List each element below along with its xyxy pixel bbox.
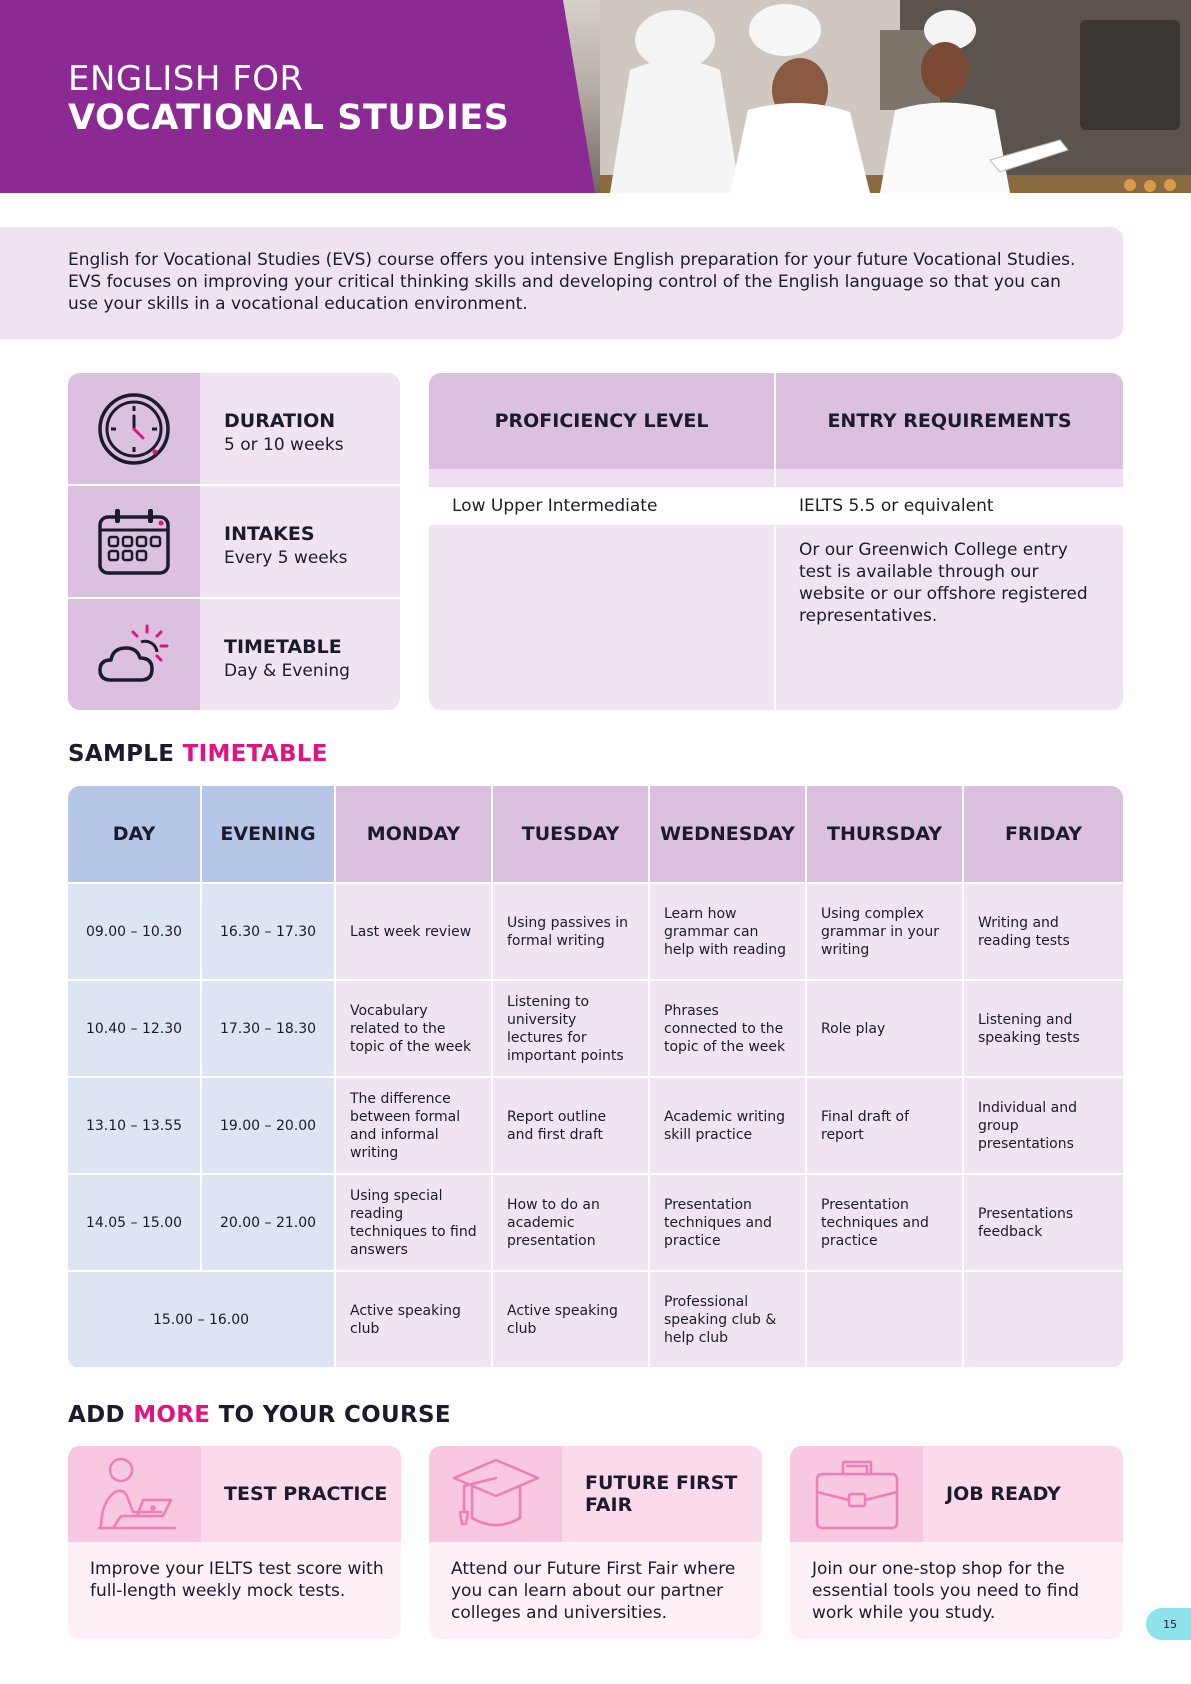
course-info-panel [68, 373, 400, 710]
cell-monday-row5: Active speaking club [336, 1272, 491, 1367]
intro-box [0, 227, 1123, 339]
card-test-practice [68, 1446, 401, 1639]
intro-text: English for Vocational Studies (EVS) course offers you intensive English preparation for your future Vocational Studies. EVS focuses on improving your critical thinking skills and developing control of the English language so that you can use your skills in a vocational education environment. [68, 250, 1076, 314]
entry-header: ENTRY REQUIREMENTS [776, 373, 1123, 469]
page-number: 15 [1146, 1608, 1191, 1640]
header-friday: FRIDAY [964, 786, 1123, 882]
cell-tuesday-row5: Active speaking club [493, 1272, 648, 1367]
header-tuesday: TUESDAY [493, 786, 648, 882]
timetable-title-highlight: TIMETABLE [182, 741, 328, 767]
cell-thursday-row2: Role play [807, 981, 962, 1076]
cell-wednesday-row2: Phrases connected to the topic of the week [650, 981, 805, 1076]
proficiency-header: PROFICIENCY LEVEL [429, 373, 774, 469]
cell-monday-row4: Using special reading techniques to find answers [336, 1175, 491, 1270]
cell-friday-row2: Listening and speaking tests [964, 981, 1123, 1076]
info-duration [68, 373, 400, 484]
cell-evening-row3: 19.00 – 20.00 [202, 1078, 334, 1173]
header-thursday: THURSDAY [807, 786, 962, 882]
hero-banner [0, 0, 1191, 193]
test-practice-title: TEST PRACTICE [224, 1483, 388, 1505]
requirements-table [429, 373, 1123, 710]
briefcase-icon [813, 1456, 901, 1532]
future-first-fair-title: FUTURE FIRST FAIR [585, 1472, 738, 1516]
cell-wednesday-row1: Learn how grammar can help with reading [650, 884, 805, 979]
cell-day-row3: 13.10 – 13.55 [68, 1078, 200, 1173]
timetable-title-prefix: SAMPLE [68, 741, 183, 767]
card-job-ready [790, 1446, 1123, 1639]
entry-note: Or our Greenwich College entry test is available through our website or our offshore registered representatives. [799, 540, 1088, 626]
header-day: DAY [68, 786, 200, 882]
cell-friday-row3: Individual and group presentations [964, 1078, 1123, 1173]
page-title-line1: ENGLISH FOR [68, 59, 304, 99]
cell-day-row2: 10.40 – 12.30 [68, 981, 200, 1076]
cell-time-row5: 15.00 – 16.00 [68, 1272, 334, 1367]
cell-tuesday-row2: Listening to university lectures for important points [493, 981, 648, 1076]
cell-evening-row4: 20.00 – 21.00 [202, 1175, 334, 1270]
cell-thursday-row3: Final draft of report [807, 1078, 962, 1173]
header-evening: EVENING [202, 786, 334, 882]
intakes-value: Every 5 weeks [224, 548, 348, 568]
cell-day-row4: 14.05 – 15.00 [68, 1175, 200, 1270]
info-intakes [68, 486, 400, 597]
cell-monday-row1: Last week review [336, 884, 491, 979]
calendar-icon [97, 505, 171, 579]
extras-title-prefix: ADD [68, 1402, 134, 1428]
page-title-line2: VOCATIONAL STUDIES [68, 97, 510, 138]
cell-monday-row2: Vocabulary related to the topic of the week [336, 981, 491, 1076]
clock-icon [97, 392, 171, 466]
cell-monday-row3: The difference between formal and informal writing [336, 1078, 491, 1173]
cell-friday-row4: Presentations feedback [964, 1175, 1123, 1270]
test-practice-desc: Improve your IELTS test score with full-length weekly mock tests. [90, 1559, 384, 1601]
cell-tuesday-row3: Report outline and first draft [493, 1078, 648, 1173]
person-laptop-icon [91, 1456, 179, 1532]
extras-title [68, 1402, 451, 1428]
job-ready-desc: Join our one-stop shop for the essential tools you need to find work while you study. [812, 1559, 1080, 1623]
header-monday: MONDAY [336, 786, 491, 882]
cell-friday-row1: Writing and reading tests [964, 884, 1123, 979]
future-first-fair-desc: Attend our Future First Fair where you can learn about our partner colleges and universities. [451, 1559, 736, 1623]
cell-evening-row1: 16.30 – 17.30 [202, 884, 334, 979]
card-future-first-fair [429, 1446, 762, 1639]
graduation-cap-icon [452, 1456, 540, 1532]
cell-evening-row2: 17.30 – 18.30 [202, 981, 334, 1076]
timetable-value: Day & Evening [224, 661, 350, 681]
cell-wednesday-row5: Professional speaking club & help club [650, 1272, 805, 1367]
proficiency-level: Low Upper Intermediate [452, 496, 658, 516]
cell-tuesday-row1: Using passives in formal writing [493, 884, 648, 979]
entry-requirement: IELTS 5.5 or equivalent [799, 496, 994, 516]
info-timetable [68, 599, 400, 710]
cell-thursday-row4: Presentation techniques and practice [807, 1175, 962, 1270]
job-ready-title: JOB READY [946, 1483, 1061, 1505]
sun-cloud-icon [97, 618, 171, 692]
cell-wednesday-row4: Presentation techniques and practice [650, 1175, 805, 1270]
cell-wednesday-row3: Academic writing skill practice [650, 1078, 805, 1173]
timetable-title [68, 741, 328, 767]
cell-tuesday-row4: How to do an academic presentation [493, 1175, 648, 1270]
extras-title-highlight: MORE [133, 1402, 211, 1428]
intakes-label: INTAKES [224, 523, 315, 545]
page-title [68, 59, 510, 138]
duration-value: 5 or 10 weeks [224, 435, 344, 455]
extras-title-suffix: TO YOUR COURSE [210, 1402, 451, 1428]
cell-thursday-row5 [807, 1272, 962, 1367]
cell-day-row1: 09.00 – 10.30 [68, 884, 200, 979]
timetable-label: TIMETABLE [224, 636, 342, 658]
sample-timetable [68, 786, 1123, 1368]
cell-thursday-row1: Using complex grammar in your writing [807, 884, 962, 979]
duration-label: DURATION [224, 410, 336, 432]
header-wednesday: WEDNESDAY [650, 786, 805, 882]
cell-friday-row5 [964, 1272, 1123, 1367]
